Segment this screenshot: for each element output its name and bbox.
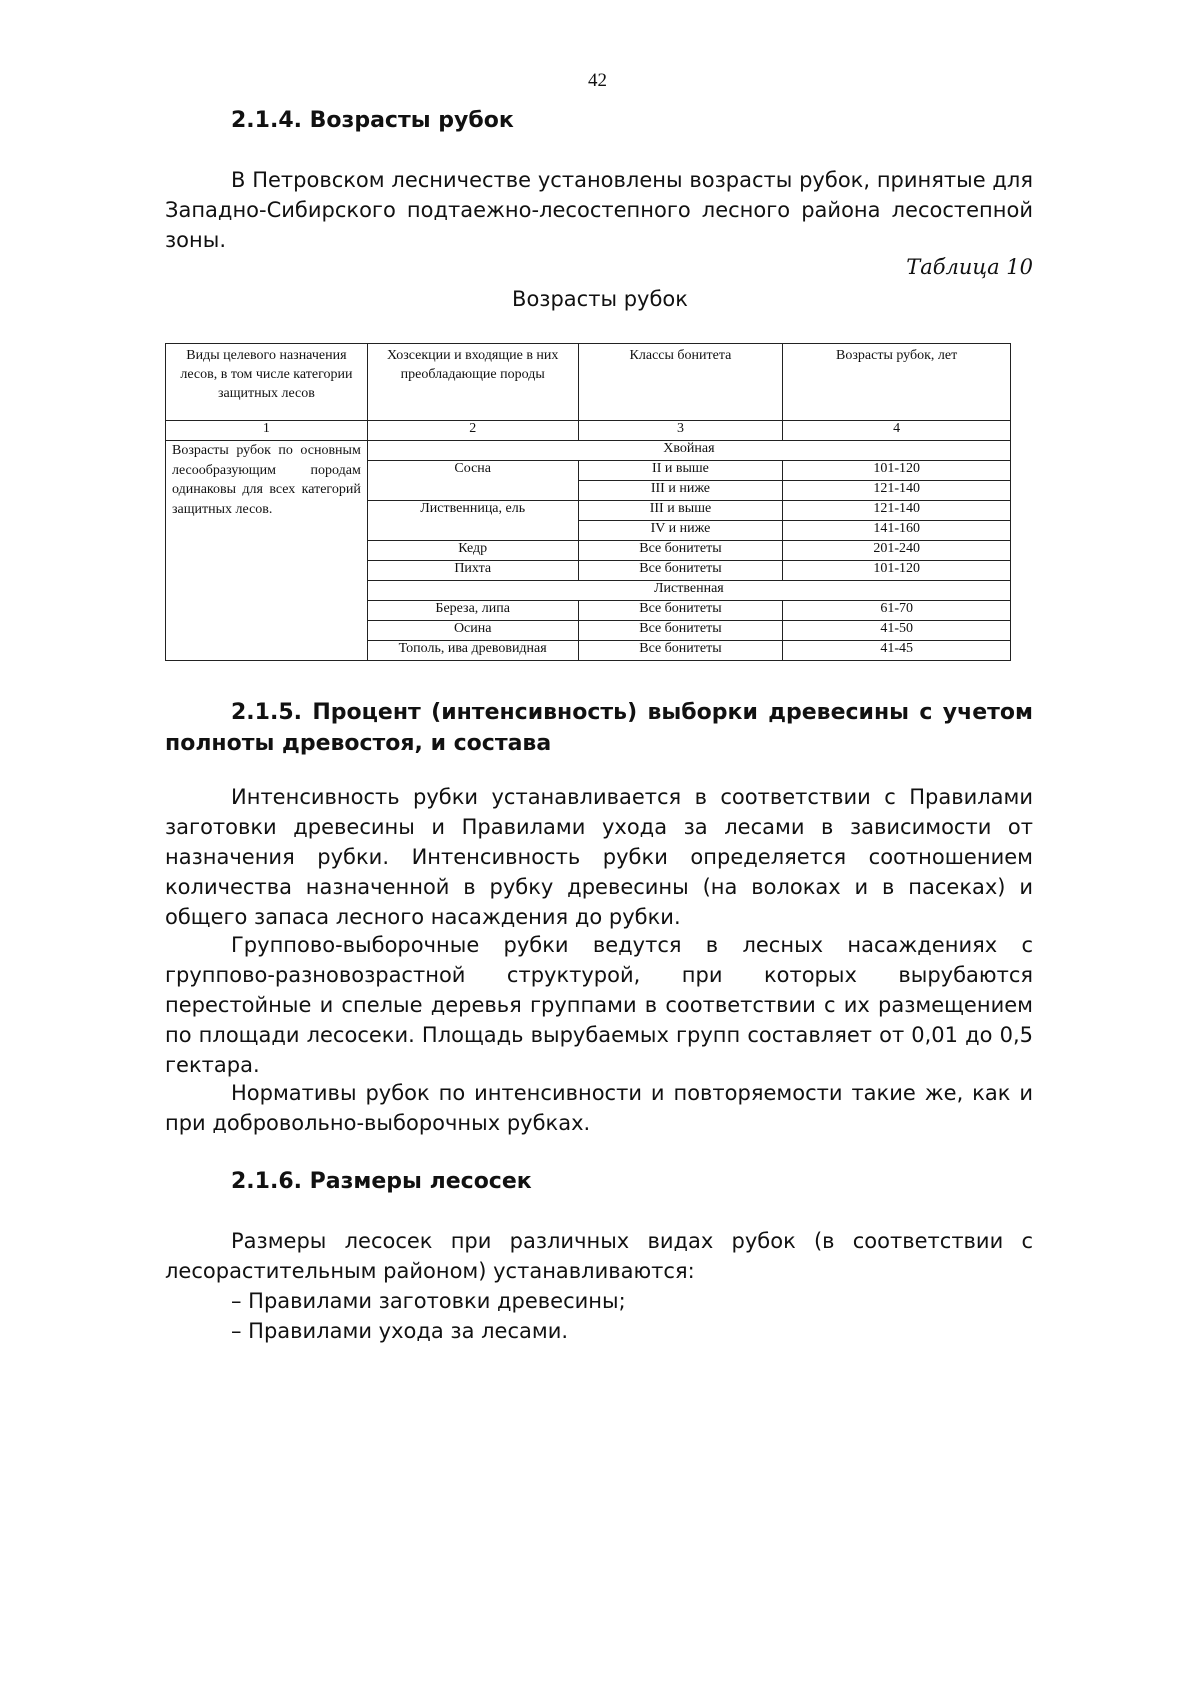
table-title: Возрасты рубок bbox=[512, 287, 688, 311]
column-number: 4 bbox=[783, 421, 1011, 441]
column-number: 1 bbox=[166, 421, 368, 441]
class-cell: Все бонитеты bbox=[578, 541, 783, 561]
table-label: Таблица 10 bbox=[906, 255, 1033, 279]
species-cell: Береза, липа bbox=[367, 601, 578, 621]
species-cell: Осина bbox=[367, 621, 578, 641]
section-heading-2-1-6: 2.1.6. Размеры лесосек bbox=[231, 1169, 532, 1194]
column-number: 3 bbox=[578, 421, 783, 441]
paragraph: Интенсивность рубки устанавливается в соответствии с Правилами заготовки древесины и Правилами ухода за лесами в зависимости от назначения рубки. Интенсивность рубки определяется соотношением количества назначенной в рубку древесины (на волоках и в пасеках) и общего запаса лесного насаждения до рубки. bbox=[165, 785, 1033, 929]
species-cell: Сосна bbox=[367, 461, 578, 501]
class-cell: IV и ниже bbox=[578, 521, 783, 541]
age-cell: 41-45 bbox=[783, 641, 1011, 661]
class-cell: Все бонитеты bbox=[578, 561, 783, 581]
paragraph: Размеры лесосек при различных видах рубок (в соответствии с лесорастительным районом) устанавливаются: bbox=[165, 1229, 1033, 1283]
column-number: 2 bbox=[367, 421, 578, 441]
class-cell: III и ниже bbox=[578, 481, 783, 501]
age-cell: 201-240 bbox=[783, 541, 1011, 561]
section-heading-2-1-4: 2.1.4. Возрасты рубок bbox=[231, 108, 514, 133]
age-cell: 41-50 bbox=[783, 621, 1011, 641]
class-cell: Все бонитеты bbox=[578, 621, 783, 641]
page-number: 42 bbox=[588, 70, 607, 91]
species-cell: Лиственница, ель bbox=[367, 501, 578, 541]
header-cell: Классы бонитета bbox=[578, 344, 783, 421]
paragraph: В Петровском лесничестве установлены возрасты рубок, принятые для Западно-Сибирского подтаежно-лесостепного лесного района лесостепной зоны. bbox=[165, 168, 1033, 252]
age-cell: 141-160 bbox=[783, 521, 1011, 541]
column-number-row bbox=[166, 421, 1011, 441]
table-header-row bbox=[166, 344, 1011, 421]
species-cell: Кедр bbox=[367, 541, 578, 561]
age-cell: 121-140 bbox=[783, 501, 1011, 521]
purpose-cell: Возрасты рубок по основным лесообразующим породам одинаковы для всех категорий защитных лесов. bbox=[166, 441, 368, 661]
class-cell: Все бонитеты bbox=[578, 601, 783, 621]
age-cell: 101-120 bbox=[783, 461, 1011, 481]
header-cell: Виды целевого назначения лесов, в том числе категории защитных лесов bbox=[166, 344, 368, 421]
species-cell: Тополь, ива древовидная bbox=[367, 641, 578, 661]
table-row bbox=[166, 441, 1011, 461]
header-cell: Хозсекции и входящие в них преобладающие породы bbox=[367, 344, 578, 421]
section-heading-2-1-5: 2.1.5. Процент (интенсивность) выборки древесины с учетом полноты древостоя, и состава bbox=[165, 700, 1033, 756]
group-header: Лиственная bbox=[367, 581, 1010, 601]
header-cell: Возрасты рубок, лет bbox=[783, 344, 1011, 421]
paragraph: Нормативы рубок по интенсивности и повторяемости такие же, как и при добровольно-выборочных рубках. bbox=[165, 1081, 1033, 1135]
cutting-age-table bbox=[165, 343, 1011, 661]
age-cell: 121-140 bbox=[783, 481, 1011, 501]
age-cell: 61-70 bbox=[783, 601, 1011, 621]
species-cell: Пихта bbox=[367, 561, 578, 581]
class-cell: III и выше bbox=[578, 501, 783, 521]
class-cell: Все бонитеты bbox=[578, 641, 783, 661]
paragraph: Группово-выборочные рубки ведутся в лесных насаждениях с группово-разновозрастной структурой, при которых вырубаются перестойные и спелые деревья группами в соответствии с их размещением по площади лесосеки. Площадь вырубаемых групп составляет от 0,01 до 0,5 гектара. bbox=[165, 933, 1033, 1077]
age-cell: 101-120 bbox=[783, 561, 1011, 581]
group-header: Хвойная bbox=[367, 441, 1010, 461]
list-item: – Правилами заготовки древесины; bbox=[231, 1289, 626, 1313]
class-cell: II и выше bbox=[578, 461, 783, 481]
list-item: – Правилами ухода за лесами. bbox=[231, 1319, 569, 1343]
